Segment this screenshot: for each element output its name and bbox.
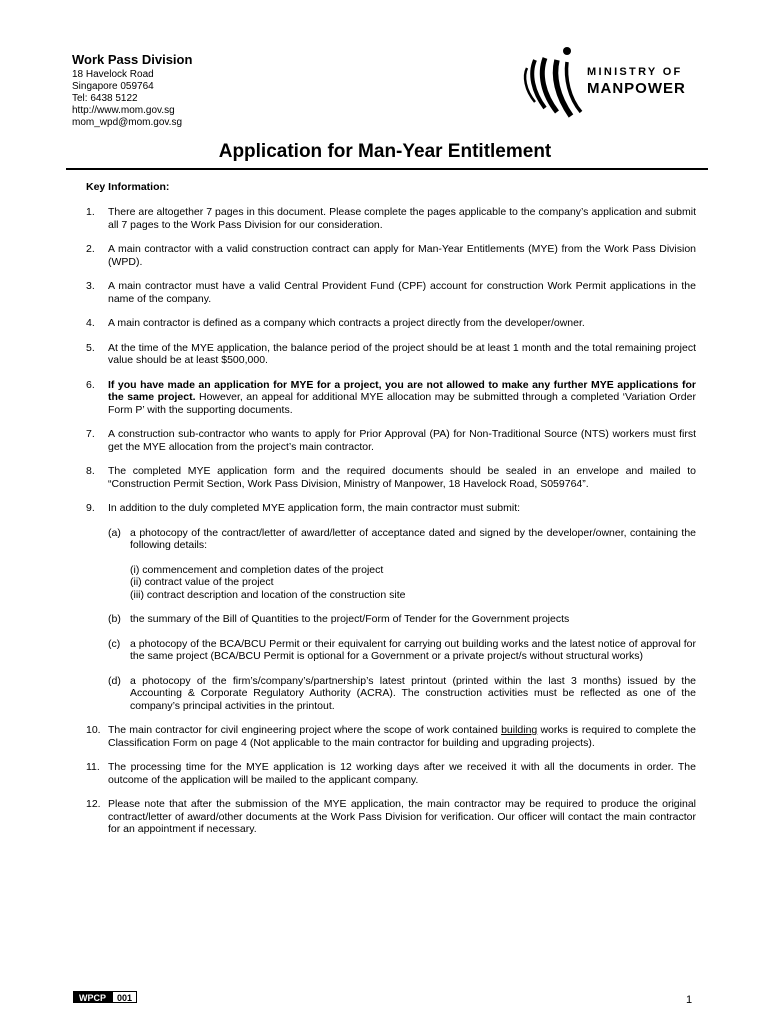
list-item: 10. The main contractor for civil engineering project where the scope of work contained building works is required to complete the Classification Form on page 4 (Not applicable to the main contractor for building and upgrading projects). — [86, 724, 696, 749]
list-item: 4. A main contractor is defined as a company which contracts a project directly from the developer/owner. — [86, 317, 585, 329]
roman-list: (i) commencement and completion dates of the project (ii) contract value of the project (iii) contract description and location of the construction site — [130, 563, 406, 601]
email: mom_wpd@mom.gov.sg — [72, 117, 182, 128]
sub-item: (a) a photocopy of the contract/letter of award/letter of acceptance dated and signed by the developer/owner, containing the following details: (i) commencement and completion dates of the project (ii) contract value of the project (iii) contract description and location of the construction site — [108, 526, 696, 601]
form-code — [73, 991, 137, 1003]
list-item: 5. At the time of the MYE application, the balance period of the project should be at least 1 month and the total remaining project value should be at least $500,000. — [86, 341, 696, 366]
logo-line-1: MINISTRY OF — [587, 66, 683, 78]
list-item: 3. A main contractor must have a valid Central Provident Fund (CPF) account for construction Work Permit applications in the name of the company. — [86, 280, 696, 305]
website: http://www.mom.gov.sg — [72, 105, 175, 116]
sub-item: (b) the summary of the Bill of Quantities to the project/Form of Tender for the Government projects — [108, 613, 570, 625]
telephone: Tel: 6438 5122 — [72, 93, 138, 104]
sender-address-block — [72, 52, 192, 129]
form-code-prefix: WPCP — [73, 991, 112, 1003]
sub-item: (c) a photocopy of the BCA/BCU Permit or their equivalent for carrying out building works and the latest notice of approval for the same project (BCA/BCU Permit is optional for a Government or a private project/s without structural works) — [108, 637, 696, 662]
list-item: 6. If you have made an application for MYE for a project, you are not allowed to make any further MYE applications for the same project. However, an appeal for additional MYE allocation may be submitted through a completed ‘Variation Order Form P’ with the supporting documents. — [86, 378, 696, 416]
list-item: 2. A main contractor with a valid construction contract can apply for Man-Year Entitlements (MYE) from the Work Pass Division (WPD). — [86, 243, 696, 268]
list-item: 9. In addition to the duly completed MYE application form, the main contractor must submit: (a) a photocopy of the contract/letter of award/letter of acceptance dated and signed by the developer/owner, containing the following details: (i) commencement and completion dates of the project (ii) contract value of the project (iii) contract description and location of the construction site (b) the summary of the Bill of Quantities to the project/Form of Tender for the Government projects (c) a photocopy of the BCA/BCU Permit or their equivalent for carrying out building works and the latest notice of approval for the same project (BCA/BCU Permit is optional for a Government or a private project/s without structural works) (d) a photocopy of the firm’s/company’s/partnership’s latest printout (printed within the last 3 months) issued by the Accounting & Corporate Regulatory Authority (ACRA). The construction activities must be reflected as one of the company’s principal activities in the printout. — [86, 502, 696, 712]
logo-line-2: MANPOWER — [587, 80, 686, 97]
address-line-2: Singapore 059764 — [72, 81, 154, 92]
page-number: 1 — [686, 994, 693, 1006]
list-item: 12. Please note that after the submission of the MYE application, the main contractor may be required to produce the original contract/letter of award/other documents at the Work Pass Division for verification. Our officer will contact the main contractor for an appointment if necessary. — [86, 798, 696, 835]
list-item: 11. The processing time for the MYE application is 12 working days after we received it with all the documents in order. The outcome of the application will be mailed to the applicant company. — [86, 761, 696, 786]
address-line-1: 18 Havelock Road — [72, 69, 154, 80]
document-title: Application for Man-Year Entitlement — [218, 141, 552, 162]
list-item: 8. The completed MYE application form and the required documents should be sealed in an envelope and mailed to “Construction Permit Section, Work Pass Division, Ministry of Manpower, 18 Havelock Road, S059764”. — [86, 465, 696, 490]
division-name: Work Pass Division — [72, 52, 193, 67]
key-information-list — [86, 206, 696, 848]
sub-item: (d) a photocopy of the firm’s/company’s/partnership’s latest printout (printed within the last 3 months) issued by the Accounting & Corporate Regulatory Authority (ACRA). The construction activities must be reflected as one of the company’s principal activities in the printout. — [108, 674, 696, 712]
key-information-heading: Key Information: — [86, 181, 170, 193]
ministry-logo — [521, 46, 701, 120]
list-item: 1. There are altogether 7 pages in this document. Please complete the pages applicable to the company’s application and submit all 7 pages to the Work Pass Division for our consideration. — [86, 206, 696, 231]
form-code-number: 001 — [112, 991, 137, 1003]
ministry-emblem-icon — [521, 46, 585, 120]
list-item: 7. A construction sub-contractor who wants to apply for Prior Approval (PA) for Non-Traditional Source (NTS) workers must first get the MYE allocation from the project’s main contractor. — [86, 428, 696, 453]
title-divider — [66, 168, 708, 170]
